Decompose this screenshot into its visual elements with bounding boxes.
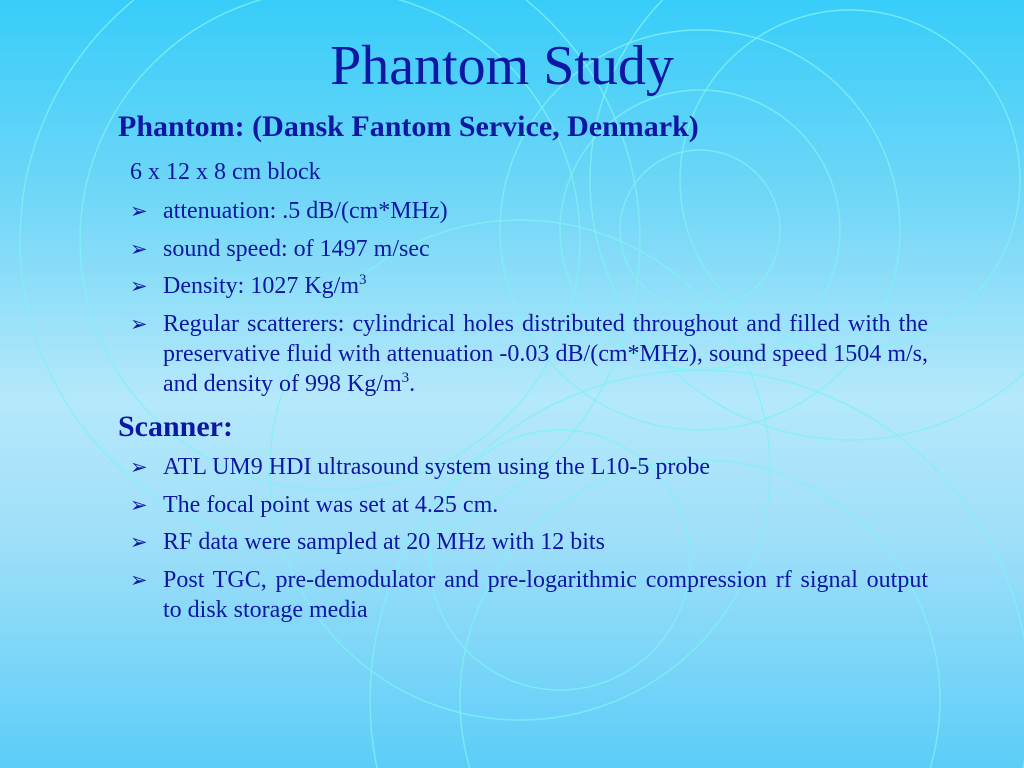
arrow-bullet-icon: ➢ [130,236,148,261]
arrow-bullet-icon: ➢ [130,530,148,554]
phantom-block-size: 6 x 12 x 8 cm block [130,159,321,185]
bullet-text: Post TGC, pre-demodulator and pre-logarithmic compression rf signal output to disk storage media [163,566,928,623]
phantom-heading: Phantom: (Dansk Fantom Service, Denmark) [118,110,699,143]
bullet-text: Regular scatterers: cylindrical holes distributed throughout and filled with the preservative fluid with attenuation -0.03 dB/(cm*MHz), sound speed 1504 m/s, and density of 998 Kg/m [163,310,928,397]
bullet-item [130,490,928,520]
bullet-item [130,452,928,482]
phantom-bullet-list [130,196,928,406]
arrow-bullet-icon: ➢ [130,274,148,298]
bullet-item [130,309,928,399]
scanner-heading: Scanner: [118,410,233,443]
bullet-text: Density: 1027 Kg/m [163,273,359,299]
bullet-item [130,196,928,226]
bullet-text: The focal point was set at 4.25 cm. [163,491,499,518]
bullet-text: sound speed: of 1497 m/sec [163,235,430,262]
bullet-item [130,565,928,625]
arrow-bullet-icon: ➢ [130,492,148,517]
bullet-text: ATL UM9 HDI ultrasound system using the L10-5 probe [163,454,711,480]
bullet-item [130,527,928,557]
superscript: 3 [401,369,410,386]
bullet-item [130,234,928,264]
scanner-bullet-list [130,452,928,632]
bullet-text-end: . [409,370,416,397]
arrow-bullet-icon: ➢ [130,567,148,592]
bullet-text: RF data were sampled at 20 MHz with 12 bits [163,529,605,555]
superscript: 3 [359,272,367,288]
arrow-bullet-icon: ➢ [130,199,148,223]
arrow-bullet-icon: ➢ [130,311,148,336]
slide-title: Phantom Study [330,35,674,97]
arrow-bullet-icon: ➢ [130,455,148,479]
bullet-text: attenuation: .5 dB/(cm*MHz) [163,198,448,224]
bullet-item [130,271,928,301]
